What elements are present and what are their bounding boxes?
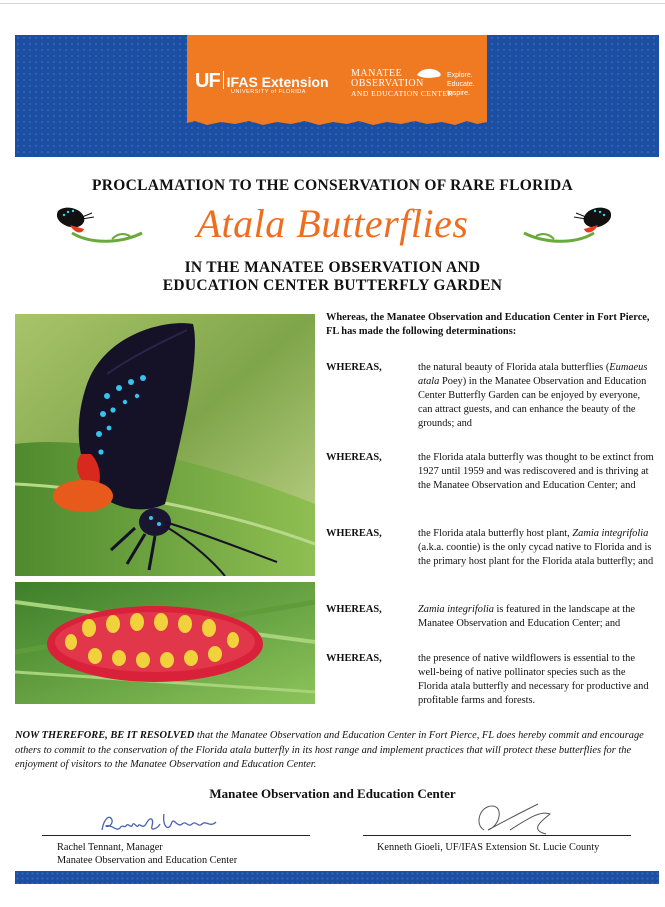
top-rule — [0, 3, 665, 4]
whereas-label: WHEREAS, — [326, 362, 382, 373]
intro-statement: Whereas, the Manatee Observation and Education Center in Fort Pierce, FL has made the following determinations: — [326, 312, 650, 337]
signatory-right — [377, 841, 599, 854]
whereas-label: WHEREAS, — [326, 604, 382, 615]
ifas-extension-name: IFAS Extension — [226, 74, 329, 90]
garden-title-line: IN THE MANATEE OBSERVATION AND — [184, 259, 481, 276]
signature-line-left — [42, 835, 310, 836]
butterfly-right-icon — [522, 203, 616, 245]
signature-kenneth-gioeli — [470, 800, 580, 836]
footer-band — [15, 871, 659, 884]
center-name: Manatee Observation and Education Center — [209, 786, 456, 801]
script-title: Atala Butterflies — [196, 201, 469, 246]
garden-title-line: EDUCATION CENTER BUTTERFLY GARDEN — [162, 277, 503, 294]
signatory-left — [57, 841, 237, 867]
tagline-word: Inspire. — [447, 90, 470, 97]
whereas-text: the Florida atala butterfly was thought to be extinct from 1927 until 1959 and was rediscovered and is thriving at the Manatee Observation and Education Center; and — [418, 452, 654, 491]
whereas-label: WHEREAS, — [326, 528, 382, 539]
caterpillar-photo — [15, 582, 315, 704]
whereas-text: Zamia integrifolia is featured in the landscape at the Manatee Observation and Education Center; and — [418, 604, 636, 629]
uf-mark: UF — [195, 70, 220, 92]
tagline-word: Educate. — [447, 81, 475, 88]
whereas-text: the Florida atala butterfly host plant, Zamia integrifolia (a.k.a. coontie) is the only cycad native to Florida and is the primary host plant for the Florida atala butterfly; and — [418, 528, 654, 567]
whereas-label: WHEREAS, — [326, 452, 382, 463]
torn-edge — [187, 119, 487, 125]
proclamation-title: PROCLAMATION TO THE CONSERVATION OF RARE FLORIDA — [92, 177, 573, 194]
garden-title — [0, 259, 665, 295]
university-name: UNIVERSITY of FLORIDA — [231, 89, 306, 95]
whereas-label: WHEREAS, — [326, 653, 382, 664]
center-logo-line: AND EDUCATION CENTER — [351, 89, 454, 98]
signatory-right-name: Kenneth Gioeli, UF/IFAS Extension St. Lucie County — [377, 842, 600, 853]
signature-rachel-tennant — [98, 810, 222, 836]
tagline-word: Explore. — [447, 72, 473, 79]
signatory-left-name: Rachel Tennant, Manager — [57, 842, 163, 853]
whereas-text: the natural beauty of Florida atala butterflies (Eumaeus atala Poey) in the Manatee Observation and Education Center Butterfly Garden can be enjoyed by everyone, can attract guests, and can enhance the beauty of the grounds; and — [418, 362, 648, 429]
center-logo-line: OBSERVATION — [351, 78, 424, 89]
signature-line-right — [363, 835, 631, 836]
resolution-body: that the Manatee Observation and Education Center in Fort Pierce, FL does hereby commit and encourage others to commit to the conservation of the Florida atala butterfly in its host range and implement practices that will protect these butterflies for the enjoyment of visitors to the Manatee Observation and Education Center. — [15, 730, 644, 770]
resolution-lead: NOW THEREFORE, BE IT RESOLVED — [15, 730, 195, 741]
manatee-icon — [415, 65, 443, 81]
whereas-text: the presence of native wildflowers is essential to the well-being of native pollinator species such as the Florida atala butterfly and necessary for productive and profitable farms and forests. — [418, 653, 649, 706]
tagline — [447, 71, 475, 98]
header-banner — [15, 35, 659, 157]
butterfly-photo — [15, 314, 315, 576]
signatory-left-org: Manatee Observation and Education Center — [57, 855, 238, 866]
center-logo-line: MANATEE — [351, 68, 403, 79]
resolution-statement — [15, 729, 655, 773]
